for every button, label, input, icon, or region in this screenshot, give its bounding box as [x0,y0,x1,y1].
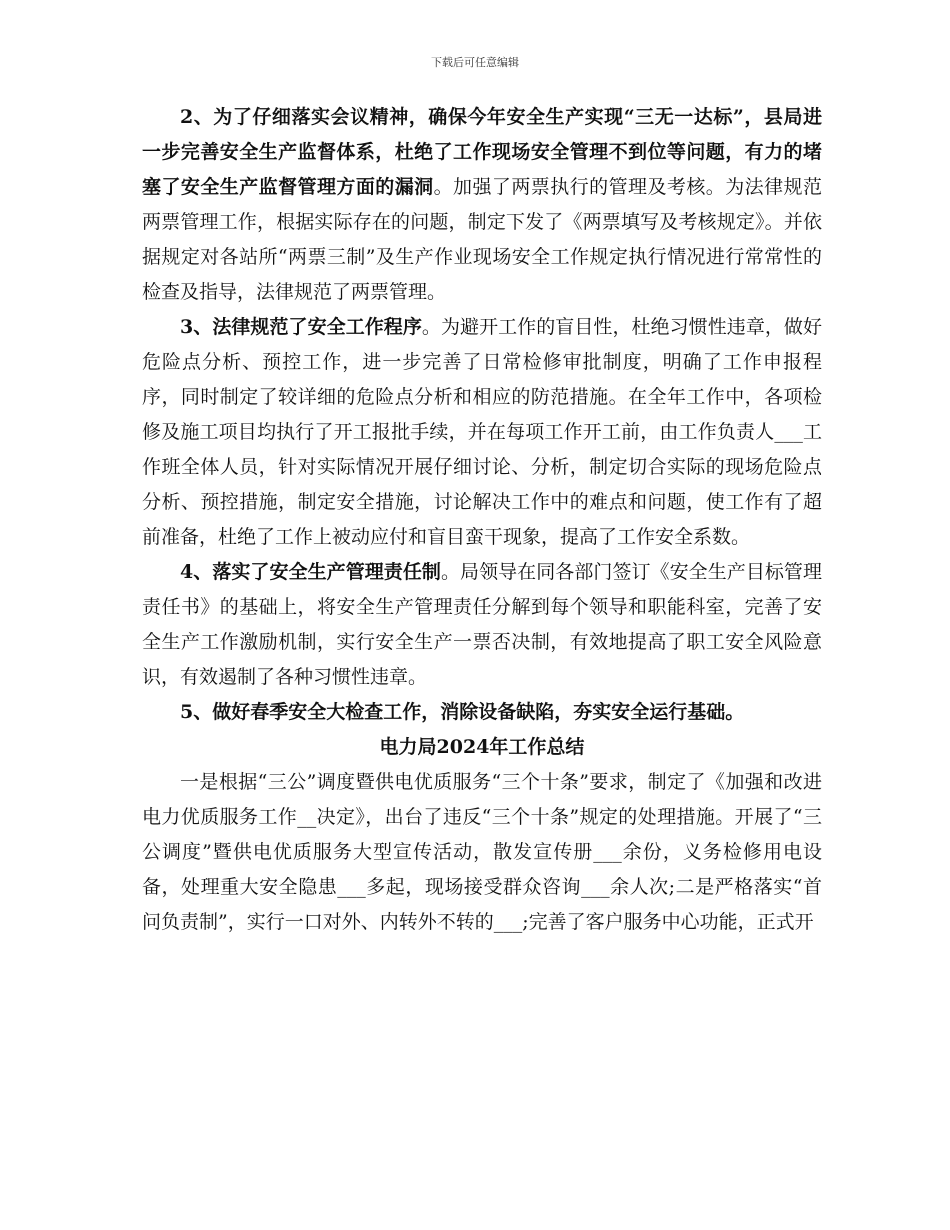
paragraph-4-heading: 4、落实了安全生产管理责任制 [180,561,441,583]
paragraph-5-heading: 5、做好春季安全大检查工作，消除设备缺陷，夯实安全运行基础。 [180,701,745,723]
paragraph-3-heading: 3、法律规范了安全工作程序 [180,316,422,338]
paragraph-2 [142,100,822,310]
paragraph-3 [142,310,822,555]
paragraph-5 [142,695,822,730]
document-title: 电力局2024年工作总结 [379,736,585,758]
paragraph-3-text: 。为避开工作的盲目性，杜绝习惯性违章，做好危险点分析、预控工作，进一步完善了日常检修审批制度，明确了工作申报程序，同时制定了较详细的危险点分析和相应的防范措施。在全年工作中，各项检修及施工项目均执行了开工报批手续，并在每项工作开工前，由工作负责人___工作班全体人员，针对实际情况开展仔细讨论、分析，制定切合实际的现场危险点分析、预控措施，制定安全措施，讨论解决工作中的难点和问题，使工作有了超前准备，杜绝了工作上被动应付和盲目蛮干现象，提高了工作安全系数。 [142,316,822,548]
summary-paragraph: 一是根据“三公”调度暨供电优质服务“三个十条”要求，制定了《加强和改进电力优质服务工作__决定》，出台了违反“三个十条”规定的处理措施。开展了“三公调度”暨供电优质服务大型宣传活动，散发宣传册___余份，义务检修用电设备，处理重大安全隐患___多起，现场接受群众咨询___余人次;二是严格落实“首问负责制”，实行一口对外、内转外不转的___;完善了客户服务中心功能，正式开 [142,771,822,933]
document-body [142,100,822,940]
paragraph-2-heading: 2、为了仔细落实会议精神，确保今年安全生产实现“三无一达标”，县局进一步完善安全生产监督体系，杜绝了工作现场安全管理不到位等问题，有力的堵塞了安全生产监督管理方面的漏洞 [142,106,822,198]
page-header: 下载后可任意编辑 [431,56,519,69]
paragraph-4-text: 。局领导在同各部门签订《安全生产目标管理责任书》的基础上，将安全生产管理责任分解到每个领导和职能科室，完善了安全生产工作激励机制，实行安全生产一票否决制，有效地提高了职工安全风险意识，有效遏制了各种习惯性违章。 [142,561,822,688]
paragraph-2-text: 。加强了两票执行的管理及考核。为法律规范两票管理工作，根据实际存在的问题，制定下发了《两票填写及考核规定》。并依据规定对各站所“两票三制”及生产作业现场安全工作规定执行情况进行常常性的检查及指导，法律规范了两票管理。 [142,176,822,303]
paragraph-4 [142,555,822,695]
